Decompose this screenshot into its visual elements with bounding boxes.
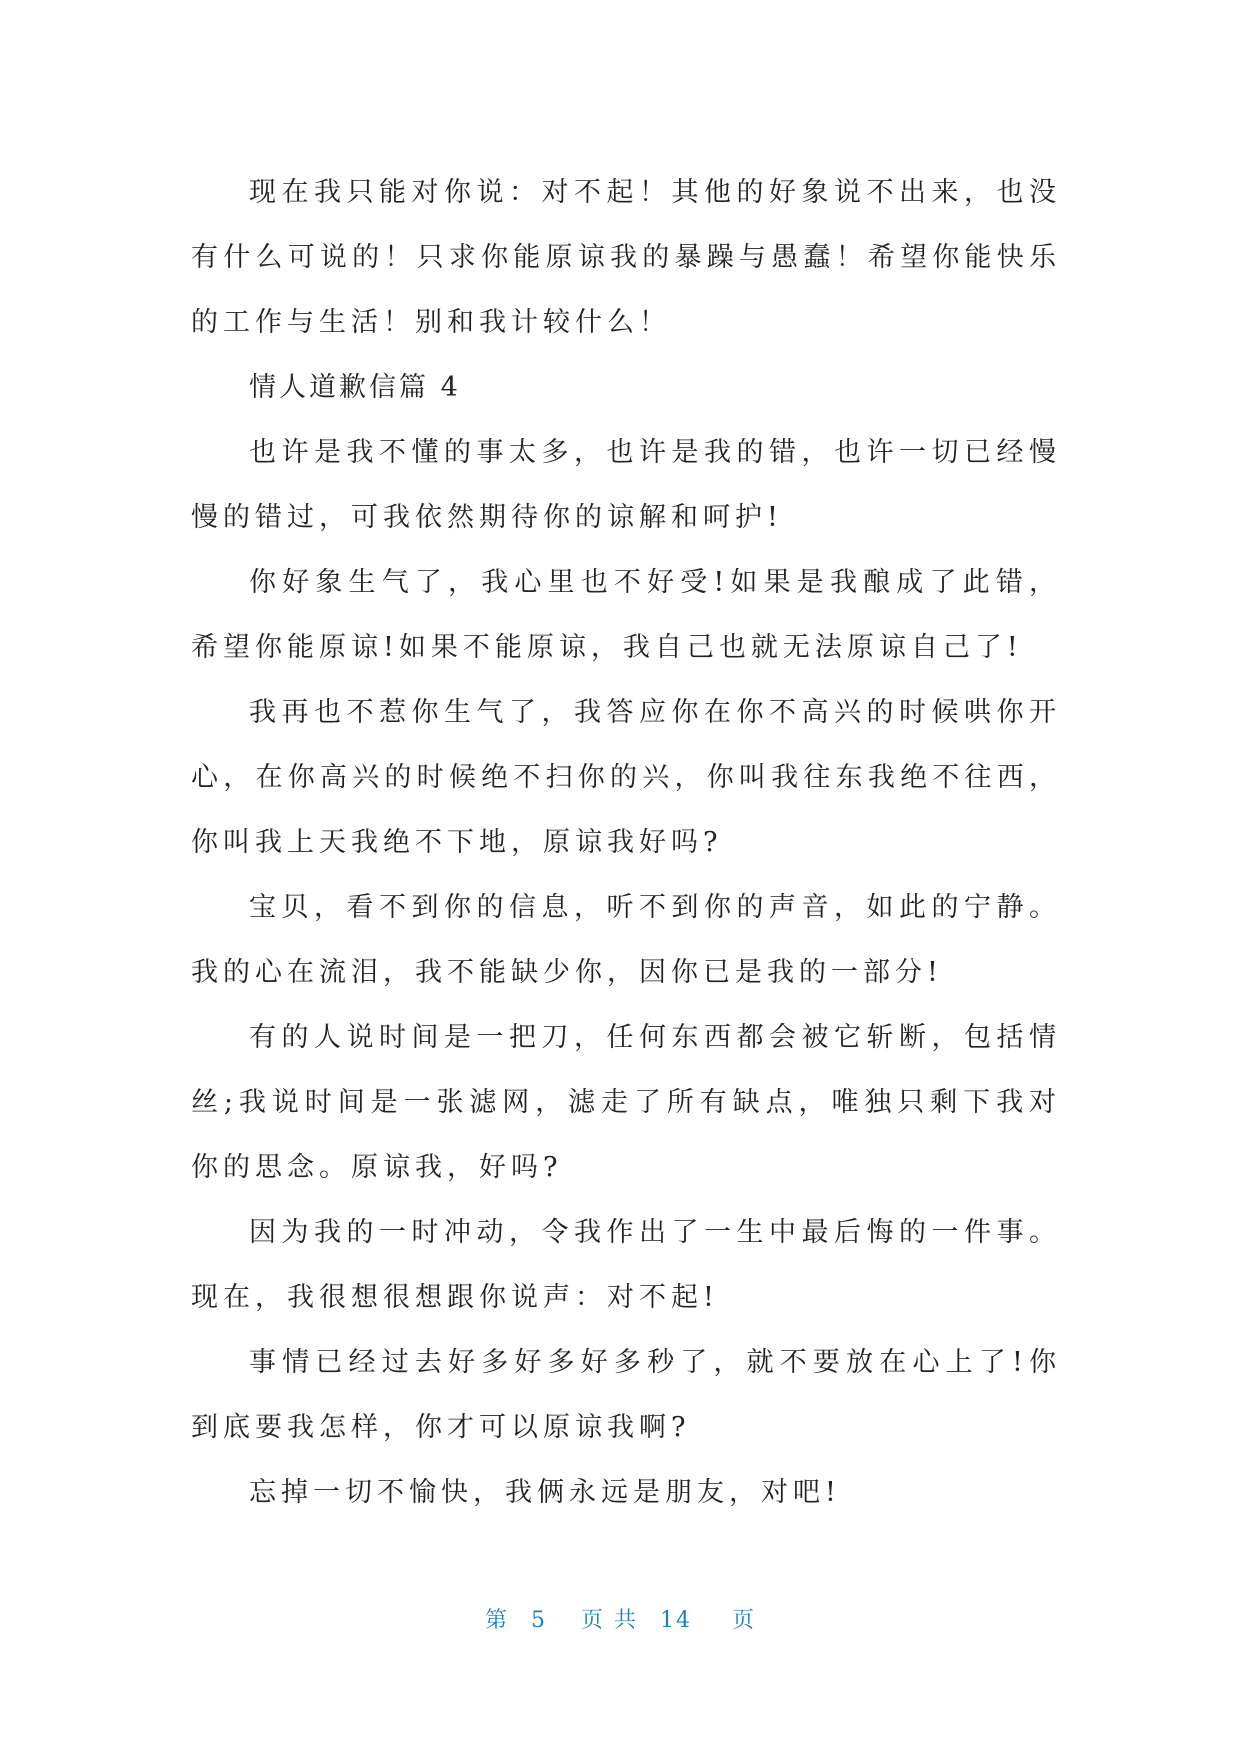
paragraph: 我再也不惹你生气了，我答应你在你不高兴的时候哄你开心，在你高兴的时候绝不扫你的兴，你叫我往东我绝不往西，你叫我上天我绝不下地，原谅我好吗? xyxy=(191,697,1061,858)
paragraph: 宝贝，看不到你的信息，听不到你的声音，如此的宁静。我的心在流泪，我不能缺少你，因你已是我的一部分! xyxy=(191,892,1061,988)
footer-current-page: 5 xyxy=(531,1608,547,1633)
footer-prefix: 第 xyxy=(484,1608,509,1633)
paragraph: 也许是我不懂的事太多，也许是我的错，也许一切已经慢慢的错过，可我依然期待你的谅解和呵护! xyxy=(191,437,1061,533)
paragraph: 事情已经过去好多好多好多秒了，就不要放在心上了!你到底要我怎样，你才可以原谅我啊? xyxy=(191,1347,1061,1443)
page-footer xyxy=(0,1603,1241,1634)
footer-suffix: 页 xyxy=(732,1608,757,1633)
footer-middle: 页 共 xyxy=(581,1608,638,1633)
section-heading: 情人道歉信篇 4 xyxy=(249,372,461,403)
paragraph: 有的人说时间是一把刀，任何东西都会被它斩断，包括情丝;我说时间是一张滤网，滤走了所有缺点，唯独只剩下我对你的思念。原谅我，好吗? xyxy=(191,1022,1061,1183)
document-body xyxy=(191,160,1061,1525)
paragraph-apology-intro: 现在我只能对你说：对不起！其他的好象说不出来，也没有什么可说的！只求你能原谅我的暴躁与愚蠢！希望你能快乐的工作与生活！别和我计较什么！ xyxy=(191,177,1061,338)
paragraph: 忘掉一切不愉快，我俩永远是朋友，对吧! xyxy=(249,1477,841,1508)
paragraph: 因为我的一时冲动，令我作出了一生中最后悔的一件事。现在，我很想很想跟你说声：对不起! xyxy=(191,1217,1061,1313)
footer-total-pages: 14 xyxy=(660,1608,692,1633)
paragraph: 你好象生气了，我心里也不好受!如果是我酿成了此错，希望你能原谅!如果不能原谅，我自己也就无法原谅自己了! xyxy=(191,567,1061,663)
